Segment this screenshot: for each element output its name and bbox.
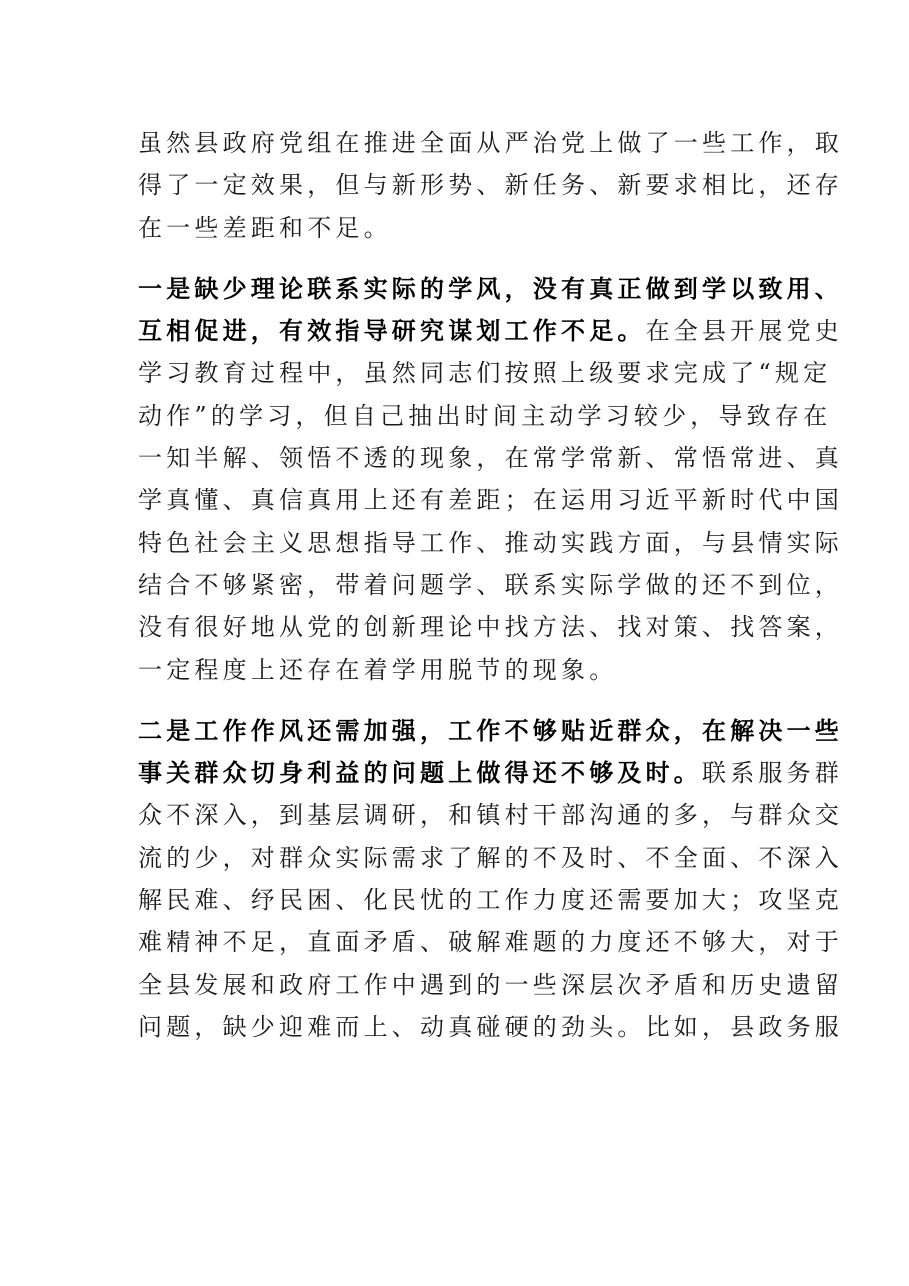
body-text: 特色社会主义思想指导工作、推动实践方面，与县情实际 [138,528,843,557]
text-line [138,479,843,521]
text-line [138,310,844,352]
text-line [138,879,843,921]
text-line [138,837,843,879]
text-line [138,352,832,394]
body-text: 全县发展和政府工作中遇到的一些深层次矛盾和历史遗留 [138,970,843,999]
body-text: 在一些差距和不足。 [138,213,392,242]
text-line [138,710,843,752]
text-line [138,564,843,606]
body-text: 在全县开展党史 [645,317,844,346]
paragraph [138,268,844,691]
bold-lead-text: 一是缺少理论联系实际的学风，没有真正做到学以致用、 [138,273,843,303]
text-line [138,649,772,691]
body-text: 一知半解、领悟不透的现象，在常学常新、常悟常进、真 [138,444,843,473]
text-line [138,921,843,963]
body-text: 学真懂、真信真用上还有差距；在运用习近平新时代中国 [138,486,843,515]
bold-lead-text: 二是工作作风还需加强，工作不够贴近群众，在解决一些 [138,715,843,745]
paragraph [138,710,843,1048]
body-text: 学习教育过程中，虽然同志们按照上级要求完成了“规定 [138,359,832,388]
text-line [138,207,772,249]
paragraph [138,122,843,249]
text-line [138,437,843,479]
text-line [138,606,843,648]
body-text: 虽然县政府党组在推进全面从严治党上做了一些工作，取 [138,129,843,157]
bold-lead-text: 互相促进，有效指导研究谋划工作不足。 [138,316,646,346]
bold-lead-text: 事关群众切身利益的问题上做得还不够及时。 [138,758,702,788]
body-text: 得了一定效果，但与新形势、新任务、新要求相比，还存 [138,171,843,200]
text-line [138,122,843,164]
body-text: 联系服务群 [702,759,843,788]
body-text: 流的少，对群众实际需求了解的不及时、不全面、不深入 [138,843,843,872]
text-line [138,1006,843,1048]
text-line [138,964,843,1006]
text-line [138,268,843,310]
body-text: 结合不够紧密，带着问题学、联系实际学做的还不到位， [138,570,843,599]
document-body [138,122,844,1067]
text-line [138,794,843,836]
text-line [138,522,843,564]
body-text: 难精神不足，直面矛盾、破解难题的力度还不够大，对于 [138,928,843,957]
body-text: 问题，缺少迎难而上、动真碰硬的劲头。比如，县政务服 [138,1012,843,1041]
text-line [138,395,832,437]
text-line [138,752,843,794]
body-text: 动作”的学习，但自己抽出时间主动学习较少，导致存在 [138,401,832,430]
body-text: 解民难、纾民困、化民忧的工作力度还需要加大；攻坚克 [138,886,843,915]
text-line [138,164,843,206]
body-text: 没有很好地从党的创新理论中找方法、找对策、找答案， [138,613,843,642]
body-text: 众不深入，到基层调研，和镇村干部沟通的多，与群众交 [138,801,843,830]
body-text: 一定程度上还存在着学用脱节的现象。 [138,655,618,684]
